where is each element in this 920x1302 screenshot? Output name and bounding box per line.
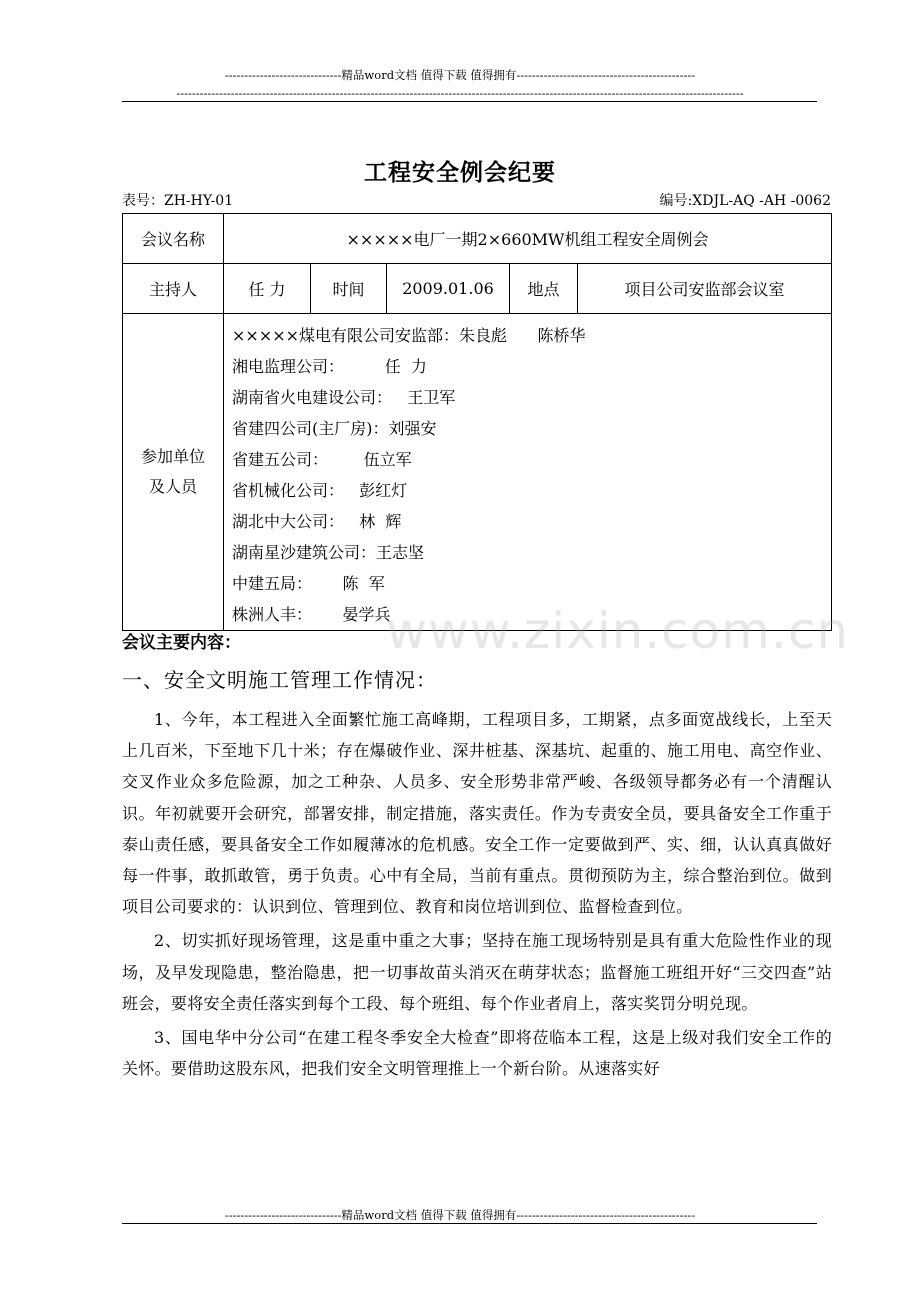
- footer-rule: [122, 1223, 817, 1224]
- content-heading: 会议主要内容：: [122, 633, 241, 653]
- attendees-label: [123, 314, 224, 631]
- section-heading: 一、安全文明施工管理工作情况：: [122, 668, 437, 692]
- attendee-line: 湘电监理公司： 任 力: [232, 357, 427, 376]
- host-label: 主持人: [123, 264, 224, 314]
- place-value: 项目公司安监部会议室: [578, 264, 832, 314]
- place-label: 地点: [510, 264, 578, 314]
- footer-banner: ------------------------------精品word文档 值得下载 值得拥有----------------------------------------------: [224, 1208, 696, 1222]
- time-label: 时间: [311, 264, 387, 314]
- meeting-name-value: ×××××电厂一期2×660MW机组工程安全周例会: [224, 214, 832, 264]
- meeting-name-label: 会议名称: [123, 214, 224, 264]
- attendee-line: 省建五公司： 伍立军: [232, 450, 412, 469]
- header-rule: [122, 101, 817, 102]
- document-title: 工程安全例会纪要: [364, 159, 556, 186]
- header-banner: ------------------------------精品word文档 值得下载 值得拥有----------------------------------------------: [224, 68, 696, 82]
- attendee-line: 湖北中大公司： 林 辉: [232, 512, 402, 531]
- attendee-line: 湖南星沙建筑公司：王志坚: [232, 543, 425, 562]
- attendees-label-line: 及人员: [148, 477, 197, 496]
- meeting-info-table: [122, 213, 832, 631]
- attendee-line: 株洲人丰： 晏学兵: [232, 605, 391, 624]
- body-text: [122, 704, 832, 1087]
- time-value: 2009.01.06: [387, 264, 510, 314]
- paragraph: 1、今年，本工程进入全面繁忙施工高峰期，工程项目多，工期紧，点多面宽战线长，上至天上几百米，下至地下几十米；存在爆破作业、深井桩基、深基坑、起重的、施工用电、高空作业、交叉作业众多危险源，加之工种杂、人员多、安全形势非常严峻、各级领导都务必有一个清醒认识。年初就要开会研究，部署安排，制定措施，落实责任。作为专责安全员，要具备安全工作重于泰山责任感，要具备安全工作如履薄冰的危机感。安全工作一定要做到严、实、细，认认真真做好每一件事，敢抓敢管，勇于负责。心中有全局，当前有重点。贯彻预防为主，综合整治到位。做到项目公司要求的：认识到位、管理到位、教育和岗位培训到位、监督检查到位。: [122, 710, 832, 917]
- form-number: 表号：ZH-HY-01: [122, 193, 234, 209]
- attendees-list: [224, 314, 832, 631]
- attendee-line: ×××××煤电有限公司安监部：朱良彪 陈桥华: [232, 326, 586, 345]
- paragraph: 3、国电华中分公司“在建工程冬季安全大检查”即将莅临本工程，这是上级对我们安全工作的关怀。要借助这股东风，把我们安全文明管理推上一个新台阶。从速落实好: [122, 1028, 832, 1079]
- attendee-line: 湖南省火电建设公司： 王卫军: [232, 388, 456, 407]
- serial-number: 编号:XDJL-AQ -AH -0062: [659, 193, 831, 209]
- header-dashes: --------------------------------------------------------------------------------------------------------------------------------------------------: [176, 86, 744, 100]
- paragraph: 2、切实抓好现场管理，这是重中重之大事；坚持在施工现场特别是具有重大危险性作业的现场，及早发现隐患，整治隐患，把一切事故苗头消灭在萌芽状态；监督施工班组开好“三交四查”站班会，要将安全责任落实到每个工段、每个班组、每个作业者肩上，落实奖罚分明兑现。: [122, 931, 832, 1013]
- attendee-line: 省建四公司(主厂房)：刘强安: [232, 419, 437, 438]
- host-value: 任 力: [224, 264, 311, 314]
- watermark: www.zixin.com.cn: [386, 602, 850, 660]
- attendee-line: 省机械化公司： 彭红灯: [232, 481, 408, 500]
- attendee-line: 中建五局： 陈 军: [232, 574, 385, 593]
- attendees-label-line: 参加单位: [140, 447, 205, 466]
